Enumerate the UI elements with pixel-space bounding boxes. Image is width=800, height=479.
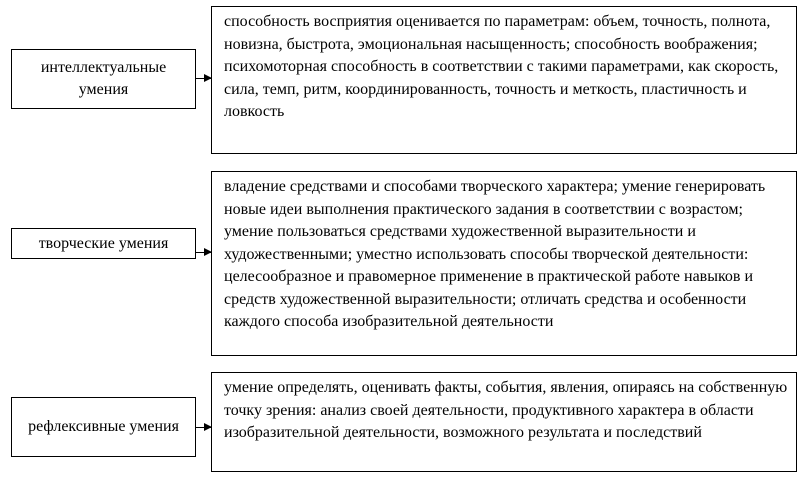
- category-label-reflexive: рефлексивные умения: [28, 418, 179, 435]
- category-label-intellectual: интеллектуальные умения: [40, 59, 167, 98]
- description-text-reflexive: умение определять, оценивать факты, события, явления, опираясь на собственную точку зрения: анализ своей деятельности, продуктивного характера в области изобразительной деятельности, возможного результата и последствий: [224, 379, 788, 441]
- category-box-reflexive: [11, 397, 196, 457]
- description-box-reflexive: [211, 372, 797, 472]
- category-box-intellectual: [11, 49, 196, 109]
- description-text-intellectual: способность восприятия оценивается по параметрам: объем, точность, полнота, новизна, быстрота, эмоциональная насыщенность; способность воображения; психомоторная способность в соответствии с такими параметрами, как скорость, сила, темп, ритм, координированность, точность и меткость, пластичность и ловкость: [224, 13, 779, 120]
- description-box-intellectual: [211, 6, 797, 154]
- category-label-creative: творческие умения: [38, 234, 169, 252]
- description-box-creative: [211, 171, 797, 356]
- arrow-intellectual: [196, 78, 211, 79]
- category-box-creative: [11, 228, 196, 259]
- arrow-reflexive: [196, 427, 211, 428]
- arrow-creative: [196, 252, 211, 253]
- description-text-creative: владение средствами и способами творческого характера; умение генерировать новые идеи выполнения практического задания в соответствии с возрастом; умение пользоваться средствами художественной выразительности и художественными; уместно использовать способы творческой деятельности: целесообразное и правомерное применение в практической работе навыков и средств художественной выразительности; отличать средства и особенности каждого способа изобразительной деятельности: [224, 178, 766, 330]
